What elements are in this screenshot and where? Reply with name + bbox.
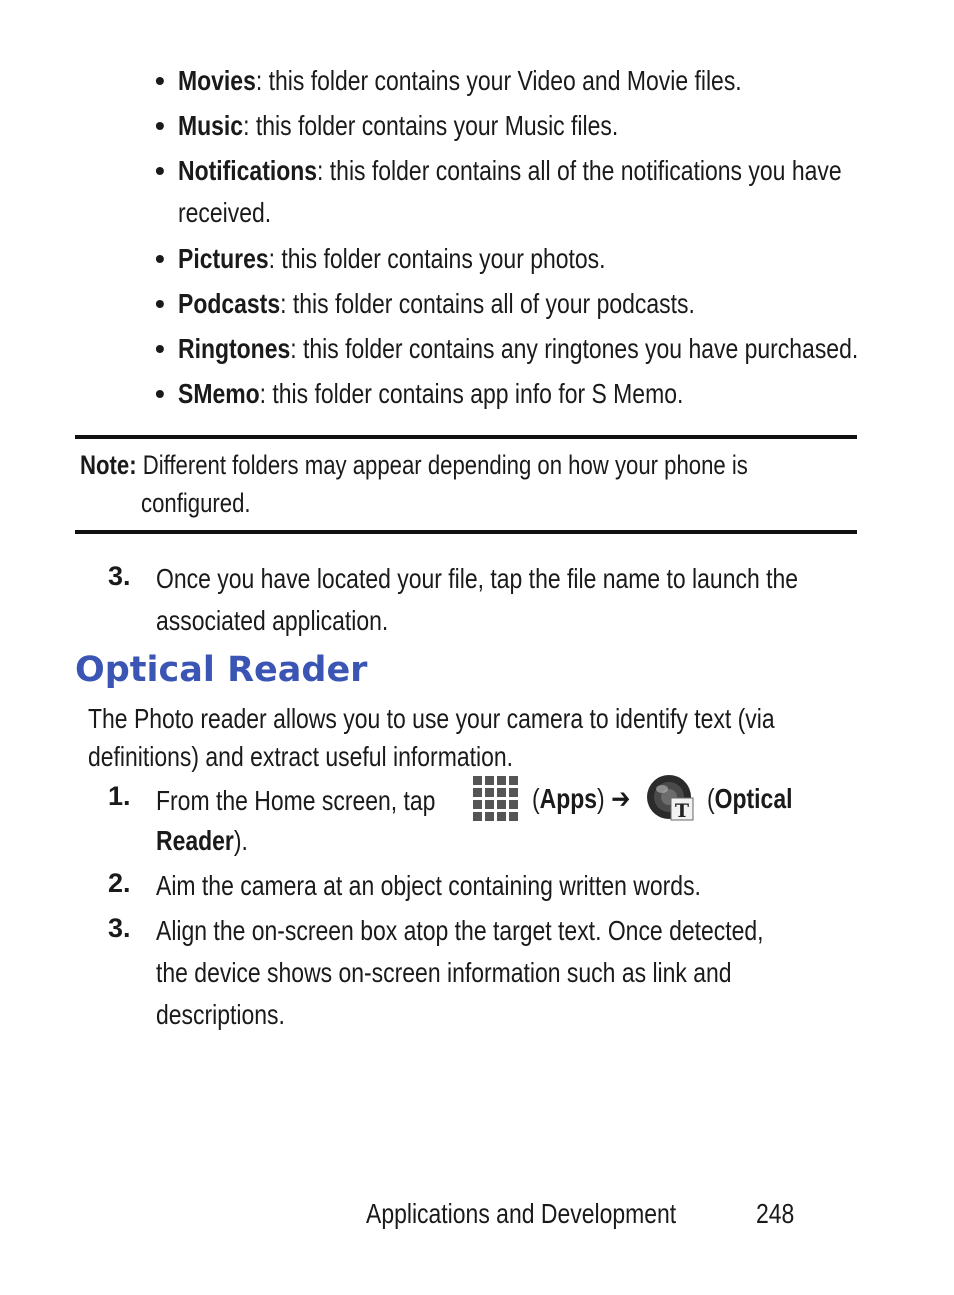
- page-number: 248: [756, 1198, 795, 1229]
- bullet-glyph: •: [155, 288, 165, 319]
- step-text-continued: Reader).: [156, 825, 248, 856]
- list-desc: : this folder contains your Music files.: [243, 110, 619, 141]
- bullet-glyph: •: [155, 378, 165, 409]
- bullet-glyph: •: [155, 333, 165, 364]
- step-text-continued: the device shows on-screen information such as link and: [156, 957, 732, 988]
- apps-label-group: (Apps) ➔: [532, 783, 631, 814]
- intro-line-1: The Photo reader allows you to use your camera to identify text (via: [88, 703, 775, 734]
- arrow-glyph: ➔: [611, 783, 631, 814]
- list-desc: : this folder contains your Video and Movie files.: [255, 65, 742, 96]
- list-term: Pictures: [178, 243, 269, 274]
- bullet-glyph: •: [155, 110, 165, 141]
- step-text: From the Home screen, tap: [156, 784, 436, 816]
- apps-label: Apps: [539, 783, 598, 814]
- footer-section-title: Applications and Development: [366, 1198, 677, 1229]
- section-heading: Optical Reader: [75, 650, 368, 690]
- list-term: Music: [178, 110, 244, 141]
- note-top-rule: [75, 435, 857, 439]
- step-text-continued: descriptions.: [156, 999, 285, 1030]
- list-desc: : this folder contains any ringtones you have purchased.: [290, 333, 859, 364]
- svg-text:T: T: [674, 800, 690, 822]
- optical-label-group: (Optical: [707, 783, 793, 814]
- step-number: 2.: [108, 868, 131, 898]
- bullet-glyph: •: [155, 65, 165, 96]
- bullet-glyph: •: [155, 243, 165, 274]
- step-text: Once you have located your file, tap the file name to launch the: [156, 563, 799, 594]
- step-number: 3.: [108, 561, 131, 591]
- optical-label: Optical: [714, 783, 793, 814]
- intro-line-2: definitions) and extract useful information.: [88, 741, 513, 772]
- optical-reader-icon: [645, 774, 695, 824]
- list-term: Movies: [178, 65, 256, 96]
- list-desc-continued: received.: [178, 197, 272, 228]
- apps-grid-icon: [471, 774, 519, 822]
- step-number: 1.: [108, 781, 131, 811]
- bullet-glyph: •: [155, 155, 165, 186]
- step-text-continued: associated application.: [156, 605, 389, 636]
- list-desc: : this folder contains your photos.: [268, 243, 606, 274]
- note-line-1: Note: Different folders may appear depending on how your phone is: [80, 450, 748, 480]
- step-text: Aim the camera at an object containing written words.: [156, 870, 701, 901]
- list-desc: : this folder contains app info for S Memo.: [259, 378, 684, 409]
- note-label: Note:: [80, 450, 137, 480]
- note-bottom-rule: [75, 530, 857, 534]
- list-desc: : this folder contains all of your podcasts.: [280, 288, 695, 319]
- list-term: Ringtones: [178, 333, 291, 364]
- list-term: Podcasts: [178, 288, 281, 319]
- list-term: SMemo: [178, 378, 260, 409]
- list-term: Notifications: [178, 155, 318, 186]
- step-text: Align the on-screen box atop the target text. Once detected,: [156, 915, 764, 946]
- list-desc: : this folder contains all of the notifications you have: [317, 155, 842, 186]
- note-line-2: configured.: [141, 488, 251, 518]
- step-number: 3.: [108, 913, 131, 943]
